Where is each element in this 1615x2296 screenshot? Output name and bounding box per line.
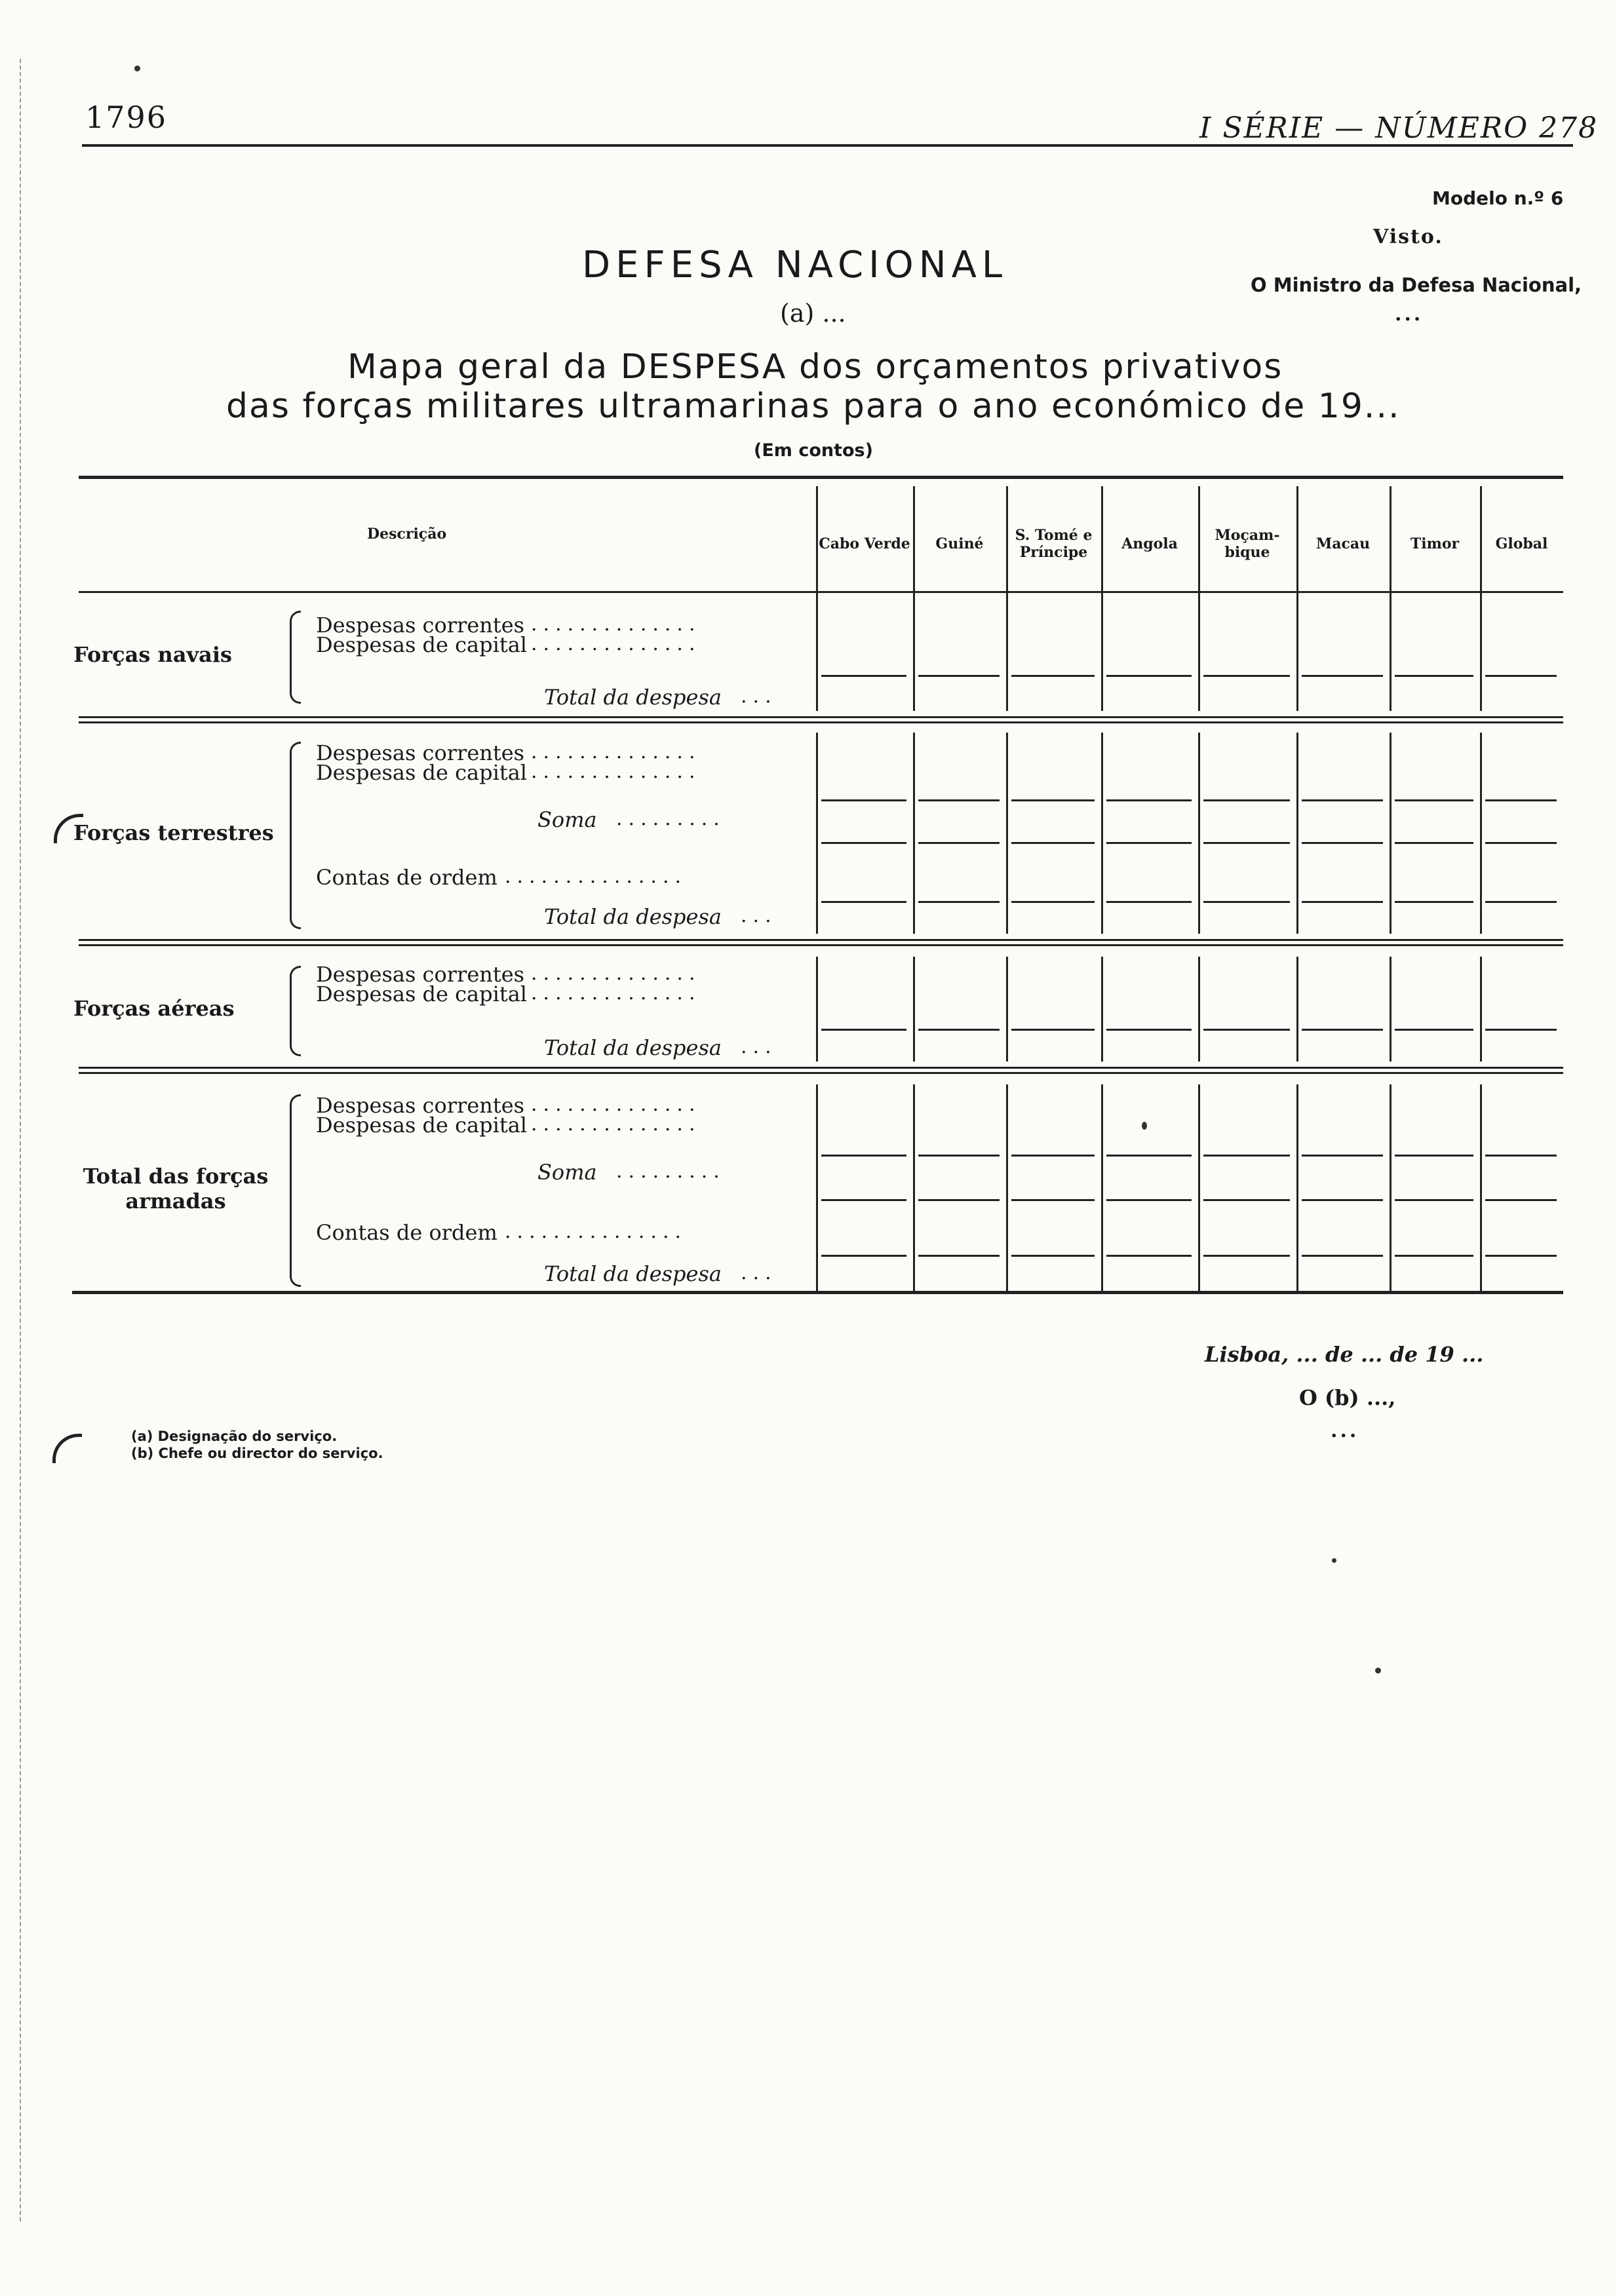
cell-line xyxy=(1203,1155,1290,1157)
cell-line xyxy=(1011,675,1095,677)
column-divider xyxy=(1390,1084,1391,1291)
dot-leader: .............. xyxy=(531,1113,701,1136)
scan-edge xyxy=(20,59,21,2221)
cell-line xyxy=(1395,1029,1473,1031)
cell-line xyxy=(1395,901,1473,903)
cell-line xyxy=(821,1029,906,1031)
cell-line xyxy=(1011,1029,1095,1031)
cell-line xyxy=(821,1255,906,1257)
row-label: Total da despesa xyxy=(544,904,722,929)
group-separator xyxy=(79,1072,1563,1074)
column-divider xyxy=(1198,733,1200,934)
group-separator xyxy=(79,939,1563,941)
cell-line xyxy=(1106,901,1192,903)
column-divider xyxy=(1006,733,1008,934)
cell-line xyxy=(1106,1029,1192,1031)
column-header-1: Guiné xyxy=(935,535,984,552)
cell-line xyxy=(1106,1155,1192,1157)
dot-leader: .............. xyxy=(531,760,701,783)
dot-leader: .............. xyxy=(531,740,701,763)
row-label: Soma xyxy=(537,1160,597,1185)
scan-speck xyxy=(1142,1122,1147,1130)
table-top-rule xyxy=(79,476,1563,479)
column-divider xyxy=(1006,957,1008,1062)
column-header-4: Moçam-bique xyxy=(1215,527,1280,561)
approval-label: Visto. xyxy=(1373,225,1443,248)
cell-line xyxy=(821,901,906,903)
column-divider xyxy=(1296,486,1298,711)
column-divider xyxy=(1390,957,1391,1062)
map-title-line-1: Mapa geral da DESPESA dos orçamentos privativos xyxy=(347,347,1283,387)
series-number: I SÉRIE — NÚMERO 278 xyxy=(1199,111,1599,145)
dot-leader: .............. xyxy=(531,982,701,1004)
group-separator xyxy=(79,716,1563,718)
column-header-6: Timor xyxy=(1410,535,1460,552)
column-divider xyxy=(1101,1084,1103,1291)
cell-line xyxy=(918,1029,1000,1031)
column-divider xyxy=(1006,1084,1008,1291)
column-header-2: S. Tomé e Príncipe xyxy=(1015,527,1093,561)
cell-line xyxy=(1011,1155,1095,1157)
cell-line xyxy=(1485,1155,1557,1157)
column-divider xyxy=(816,1084,818,1291)
cell-line xyxy=(918,1255,1000,1257)
dot-leader: .............. xyxy=(531,632,701,655)
group-label-0: Forças navais xyxy=(73,642,233,667)
dot-leader: .............. xyxy=(531,1093,701,1116)
footnote-a: (a) Designação do serviço. xyxy=(131,1428,338,1444)
cell-line xyxy=(1106,1255,1192,1257)
cell-line xyxy=(1203,675,1290,677)
column-divider xyxy=(1198,1084,1200,1291)
cell-line xyxy=(1485,1029,1557,1031)
cell-line xyxy=(1485,1255,1557,1257)
cell-line xyxy=(1302,675,1383,677)
dot-leader: ......... xyxy=(616,807,726,830)
cell-line xyxy=(918,901,1000,903)
column-divider xyxy=(1101,733,1103,934)
map-title-line-2: das forças militares ultramarinas para o ano económico de 19... xyxy=(226,387,1401,426)
column-divider xyxy=(1296,733,1298,934)
cell-line xyxy=(1302,901,1383,903)
cell-line xyxy=(1203,799,1290,801)
dot-leader: ............... xyxy=(505,865,688,888)
row-label: Contas de ordem xyxy=(316,1220,497,1245)
column-divider xyxy=(1480,486,1482,711)
scan-speck xyxy=(134,66,140,71)
cell-line xyxy=(1011,842,1095,844)
group-separator xyxy=(79,1067,1563,1069)
row-label: Despesas correntes xyxy=(316,1093,525,1118)
cell-line xyxy=(1485,1199,1557,1201)
cell-line xyxy=(1395,1199,1473,1201)
column-divider xyxy=(1296,1084,1298,1291)
cell-line xyxy=(1302,1255,1383,1257)
cell-line xyxy=(821,799,906,801)
row-label: Contas de ordem xyxy=(316,865,497,890)
cell-line xyxy=(918,675,1000,677)
cell-line xyxy=(821,1199,906,1201)
cell-line xyxy=(1302,1199,1383,1201)
column-divider xyxy=(1480,733,1482,934)
cell-line xyxy=(1485,842,1557,844)
page-number: 1796 xyxy=(85,100,168,135)
punch-hole-mark xyxy=(52,1434,82,1463)
column-divider xyxy=(1101,957,1103,1062)
cell-line xyxy=(1106,1199,1192,1201)
header-rule xyxy=(82,144,1573,147)
cell-line xyxy=(821,842,906,844)
cell-line xyxy=(1395,675,1473,677)
column-divider xyxy=(1006,486,1008,711)
row-label: Despesas correntes xyxy=(316,613,525,638)
cell-line xyxy=(918,1199,1000,1201)
row-label: Total da despesa xyxy=(544,1261,722,1286)
cell-line xyxy=(1106,799,1192,801)
cell-line xyxy=(1203,1255,1290,1257)
cell-line xyxy=(1203,1199,1290,1201)
dot-leader: ... xyxy=(741,1261,777,1284)
cell-line xyxy=(1203,1029,1290,1031)
cell-line xyxy=(1302,799,1383,801)
group-label-2: Forças aéreas xyxy=(73,996,235,1021)
cell-line xyxy=(1203,901,1290,903)
column-divider xyxy=(1101,486,1103,711)
row-label: Despesas de capital xyxy=(316,632,528,657)
column-divider xyxy=(1198,486,1200,711)
group-label-1: Forças terrestres xyxy=(73,820,274,845)
column-divider xyxy=(816,486,818,711)
cell-line xyxy=(1203,842,1290,844)
cell-line xyxy=(1011,901,1095,903)
column-divider xyxy=(913,1084,915,1291)
dot-leader: ... xyxy=(741,904,777,927)
column-divider xyxy=(816,957,818,1062)
cell-line xyxy=(1106,842,1192,844)
dot-leader: ............... xyxy=(505,1220,688,1243)
scan-speck xyxy=(1375,1668,1381,1674)
group-separator xyxy=(79,721,1563,723)
cell-line xyxy=(918,799,1000,801)
cell-line xyxy=(1485,799,1557,801)
column-divider xyxy=(1390,486,1391,711)
cell-line xyxy=(1011,1199,1095,1201)
column-divider xyxy=(913,486,915,711)
group-brace xyxy=(290,742,301,929)
cell-line xyxy=(1011,1255,1095,1257)
cell-line xyxy=(1011,799,1095,801)
row-label: Total da despesa xyxy=(544,1035,722,1060)
cell-line xyxy=(918,842,1000,844)
signer-dots: ... xyxy=(1331,1419,1359,1442)
cell-line xyxy=(1395,1155,1473,1157)
cell-line xyxy=(1302,842,1383,844)
units-note: (Em contos) xyxy=(754,440,873,461)
row-label: Despesas de capital xyxy=(316,760,528,785)
row-label: Despesas correntes xyxy=(316,962,525,987)
cell-line xyxy=(1106,675,1192,677)
group-brace xyxy=(290,1094,301,1287)
punch-hole-mark xyxy=(54,814,83,843)
cell-line xyxy=(1485,675,1557,677)
group-label-3: Total das forças armadas xyxy=(83,1164,269,1214)
dot-leader: .............. xyxy=(531,962,701,985)
cell-line xyxy=(1395,1255,1473,1257)
dot-leader: .............. xyxy=(531,613,701,636)
cell-line xyxy=(1485,901,1557,903)
minister-signature-dots: ... xyxy=(1395,303,1424,326)
row-label: Soma xyxy=(537,807,597,832)
cell-line xyxy=(821,1155,906,1157)
column-divider xyxy=(1480,1084,1482,1291)
column-divider xyxy=(913,957,915,1062)
model-number: Modelo n.º 6 xyxy=(1432,187,1564,209)
row-label: Despesas de capital xyxy=(316,1113,528,1138)
dot-leader: ......... xyxy=(616,1160,726,1183)
row-label: Despesas correntes xyxy=(316,740,525,765)
description-header: Descrição xyxy=(367,526,447,543)
cell-line xyxy=(821,675,906,677)
scan-speck xyxy=(1332,1558,1336,1563)
minister-signature-line: O Ministro da Defesa Nacional, xyxy=(1251,274,1582,296)
column-header-7: Global xyxy=(1495,535,1548,552)
row-label: Despesas de capital xyxy=(316,982,528,1006)
column-header-0: Cabo Verde xyxy=(819,535,910,552)
column-divider xyxy=(1480,957,1482,1062)
place-date-line: Lisboa, ... de ... de 19 ... xyxy=(1205,1342,1484,1367)
group-brace xyxy=(290,966,301,1056)
signer-line: O (b) ..., xyxy=(1299,1385,1396,1410)
column-divider xyxy=(913,733,915,934)
cell-line xyxy=(918,1155,1000,1157)
column-divider xyxy=(816,733,818,934)
cell-line xyxy=(1395,799,1473,801)
table-bottom-rule xyxy=(72,1291,1563,1294)
department-title: DEFESA NACIONAL xyxy=(582,244,1008,286)
column-header-3: Angola xyxy=(1121,535,1178,552)
cell-line xyxy=(1395,842,1473,844)
cell-line xyxy=(1302,1155,1383,1157)
dot-leader: ... xyxy=(741,685,777,708)
column-divider xyxy=(1390,733,1391,934)
column-divider xyxy=(1296,957,1298,1062)
row-label: Total da despesa xyxy=(544,685,722,710)
group-brace xyxy=(290,611,301,704)
dot-leader: ... xyxy=(741,1035,777,1058)
cell-line xyxy=(1302,1029,1383,1031)
service-designation: (a) ... xyxy=(780,299,846,328)
group-separator xyxy=(79,944,1563,946)
column-header-5: Macau xyxy=(1315,535,1371,552)
footnote-b: (b) Chefe ou director do serviço. xyxy=(131,1445,383,1461)
header-bottom-rule xyxy=(79,591,1563,593)
column-divider xyxy=(1198,957,1200,1062)
